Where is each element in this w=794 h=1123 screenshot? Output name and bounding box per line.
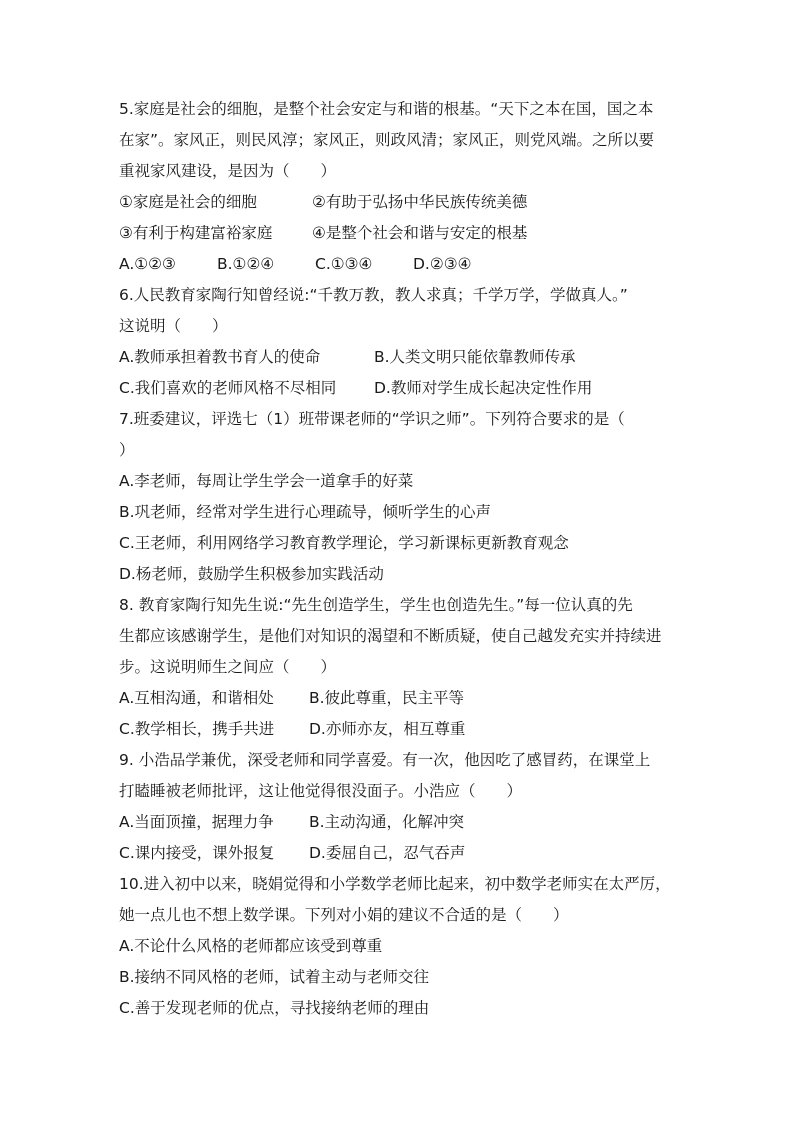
question-8-options-row-1 xyxy=(119,683,684,714)
question-6 xyxy=(119,280,684,404)
question-9-stem-line-1: 9. 小浩品学兼优，深受老师和同学喜爱。有一次，他因吃了感冒药，在课堂上 xyxy=(119,751,651,769)
question-6-options-row-2 xyxy=(119,373,684,404)
question-6-stem-line-2: 这说明（ ） xyxy=(119,317,228,335)
option-c: C.①③④ xyxy=(315,255,373,273)
option-d: D.②③④ xyxy=(413,255,472,273)
question-5-stem-line-3: 重视家风建设，是因为（ ） xyxy=(119,162,337,180)
question-5-statements-row-1 xyxy=(119,187,684,218)
question-5-stem-line-2: 在家”。家风正，则民风淳；家风正，则政风清；家风正，则党风端。之所以要 xyxy=(119,131,655,149)
question-7 xyxy=(119,404,684,590)
option-a: A.不论什么风格的老师都应该受到尊重 xyxy=(119,937,383,955)
option-b: B.①②④ xyxy=(217,255,275,273)
option-d: D.教师对学生成长起决定性作用 xyxy=(374,379,593,397)
question-8-stem-line-2: 生都应该感谢学生，是他们对知识的渴望和不断质疑，使自己越发充实并持续进 xyxy=(119,627,662,645)
option-c: C.课内接受，课外报复 xyxy=(119,844,275,862)
statement-4: ④是整个社会和谐与安定的根基 xyxy=(312,224,528,242)
question-7-stem-line-2: ） xyxy=(119,441,135,459)
question-5 xyxy=(119,94,684,280)
option-a: A.互相沟通，和谐相处 xyxy=(119,689,274,707)
option-b: B.巩老师，经常对学生进行心理疏导，倾听学生的心声 xyxy=(119,503,492,521)
question-5-stem-line-1: 5.家庭是社会的细胞，是整个社会安定与和谐的根基。“天下之本在国，国之本 xyxy=(119,100,654,118)
question-9 xyxy=(119,745,684,869)
question-9-options-row-2 xyxy=(119,838,684,869)
question-9-options-row-1 xyxy=(119,807,684,838)
option-c: C.善于发现老师的优点，寻找接纳老师的理由 xyxy=(119,999,430,1017)
option-a: A.教师承担着教书育人的使命 xyxy=(119,348,321,366)
option-c: C.王老师，利用网络学习教育教学理论，学习新课标更新教育观念 xyxy=(119,534,569,552)
question-8-stem-line-1: 8. 教育家陶行知先生说:“先生创造学生，学生也创造先生。”每一位认真的先 xyxy=(119,596,633,614)
question-8-options-row-2 xyxy=(119,714,684,745)
question-7-stem-line-1: 7.班委建议，评选七（1）班带课老师的“学识之师”。下列符合要求的是（ xyxy=(119,410,625,428)
option-b: B.接纳不同风格的老师，试着主动与老师交往 xyxy=(119,968,430,986)
question-9-stem-line-2: 打瞌睡被老师批评，这让他觉得很没面子。小浩应（ ） xyxy=(119,782,523,800)
option-d: D.亦师亦友，相互尊重 xyxy=(309,720,466,738)
statement-2: ②有助于弘扬中华民族传统美德 xyxy=(312,193,528,211)
question-10-stem-line-1: 10.进入初中以来，晓娟觉得和小学数学老师比起来，初中数学老师实在太严厉， xyxy=(119,875,671,893)
option-a: A.当面顶撞，据理力争 xyxy=(119,813,274,831)
question-10 xyxy=(119,869,684,1024)
question-6-stem-line-1: 6.人民教育家陶行知曾经说:“千教万教，教人求真；千学万学，学做真人。” xyxy=(119,286,628,304)
option-b: B.彼此尊重，民主平等 xyxy=(309,689,465,707)
question-6-options-row-1 xyxy=(119,342,684,373)
option-d: D.委屈自己，忍气吞声 xyxy=(309,844,466,862)
option-b: B.主动沟通，化解冲突 xyxy=(309,813,465,831)
question-list xyxy=(119,94,684,1024)
question-5-statements-row-2 xyxy=(119,218,684,249)
statement-3: ③有利于构建富裕家庭 xyxy=(119,224,273,242)
option-a: A.①②③ xyxy=(119,255,176,273)
question-8-stem-line-3: 步。这说明师生之间应（ ） xyxy=(119,658,337,676)
option-c: C.我们喜欢的老师风格不尽相同 xyxy=(119,379,337,397)
question-5-options xyxy=(119,249,684,280)
statement-1: ①家庭是社会的细胞 xyxy=(119,193,257,211)
option-c: C.教学相长，携手共进 xyxy=(119,720,275,738)
option-a: A.李老师，每周让学生学会一道拿手的好菜 xyxy=(119,472,414,490)
option-d: D.杨老师，鼓励学生积极参加实践活动 xyxy=(119,565,384,583)
question-10-stem-line-2: 她一点儿也不想上数学课。下列对小娟的建议不合适的是（ ） xyxy=(119,906,569,924)
option-b: B.人类文明只能依靠教师传承 xyxy=(374,348,576,366)
question-8 xyxy=(119,590,684,745)
